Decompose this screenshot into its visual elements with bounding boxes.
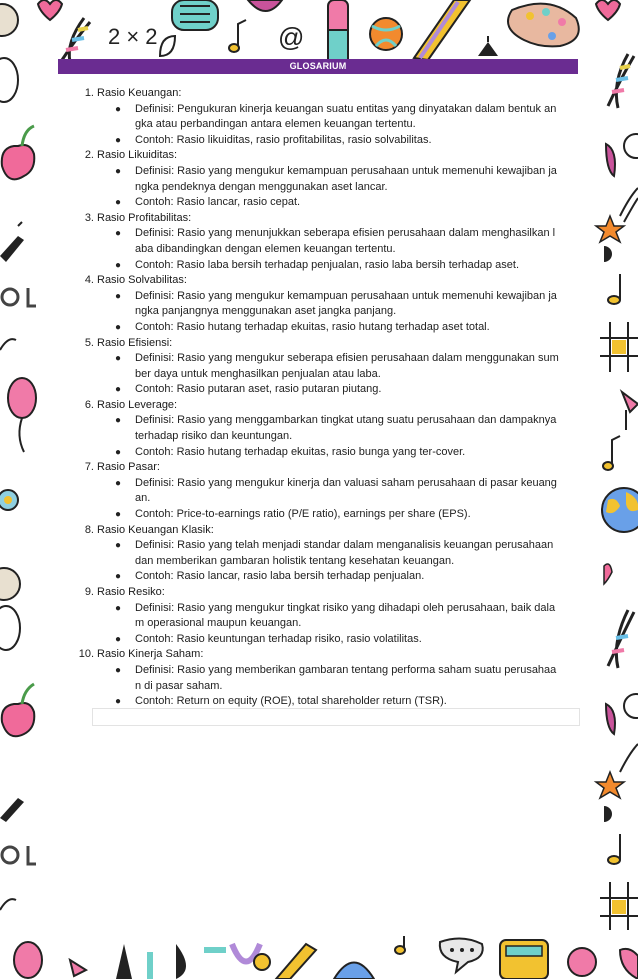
term-title: Rasio Leverage:: [97, 398, 178, 411]
heart-right-mid-icon: [604, 564, 612, 584]
apple-left-bottom-icon: [2, 684, 35, 736]
glossary-header: GLOSARIUM: [58, 59, 578, 74]
example-text: Contoh: Rasio keuntungan terhadap risiko, rasio volatilitas.: [135, 632, 422, 645]
balloon-left-icon: [8, 378, 36, 452]
definition-line: gka atau perbandingan antara elemen keuangan tertentu.: [135, 118, 416, 131]
example-text: Contoh: Rasio laba bersih terhadap penjualan, rasio laba bersih terhadap aset.: [135, 258, 520, 271]
term-details: [97, 538, 578, 585]
palette-icon: [508, 4, 579, 47]
term-item: [76, 585, 578, 647]
shape-right-icon: [606, 134, 638, 176]
marker-icon: [328, 0, 348, 60]
tictactoe-2-icon: [600, 882, 638, 930]
example-text: Contoh: Rasio hutang terhadap ekuitas, rasio hutang terhadap aset total.: [135, 320, 490, 333]
definition-line: terhadap risiko dan keuntungan.: [135, 430, 293, 443]
definition-item: ● Definisi: Rasio yang telah menjadi standar dalam menganalisis keuangan perusahaan dan memberikan gambaran holistik tentang kesehatan keuangan.: [115, 539, 554, 567]
definition-line: Definisi: Rasio yang mengukur kemampuan perusahaan untuk memenuhi kewajiban ja: [135, 164, 557, 177]
definition-item: ● Definisi: Rasio yang mengukur tingkat risiko yang dihadapi oleh perusahaan, baik dala m operasional maupun keuangan.: [115, 601, 556, 630]
cd-left-mid-icon: [0, 606, 20, 650]
term-item: [76, 647, 578, 709]
globe-bottom-icon: [334, 963, 374, 979]
term-details: [97, 102, 578, 149]
letters-bottom-doodle: [116, 944, 260, 979]
term-item: [76, 460, 578, 522]
definition-item: ● Definisi: Pengukuran kinerja keuangan suatu entitas yang dinyatakan dalam bentuk an gka atau perbandingan antara elemen keuangan tertentu.: [115, 102, 557, 131]
chat-bubble-icon: [440, 938, 483, 972]
definition-line: n di pasar saham.: [135, 679, 223, 692]
pin-icon: [478, 36, 498, 56]
glossary-content: [76, 86, 578, 710]
term-title: Rasio Efisiensi:: [97, 336, 173, 349]
example-item: ● Contoh: Rasio lancar, rasio cepat.: [115, 196, 301, 209]
term-title: Rasio Profitabilitas:: [97, 211, 192, 224]
term-details: [97, 289, 578, 336]
term-title: Rasio Resiko:: [97, 586, 165, 598]
math-doodle: 2 × 2: [108, 24, 158, 49]
dna-right-icon: [608, 54, 634, 108]
cd-icon: [0, 58, 18, 102]
shooting-star-icon: [596, 188, 638, 242]
note-bottom-icon: [395, 936, 405, 954]
term-title: Rasio Pasar:: [97, 461, 160, 474]
definition-line: Definisi: Rasio yang mengukur kemampuan perusahaan untuk memenuhi kewajiban ja: [135, 289, 557, 302]
example-text: Contoh: Rasio lancar, rasio laba bersih terhadap penjualan.: [135, 570, 425, 583]
definition-line: dan memberikan gambaran holistik tentang kesehatan keuangan.: [135, 554, 455, 567]
tictactoe-icon: [600, 322, 638, 372]
vase-icon: [160, 0, 218, 56]
example-item: ● Contoh: Rasio likuiditas, rasio profitabilitas, rasio solvabilitas.: [115, 133, 432, 146]
sun-bottom-icon: [254, 954, 270, 970]
curve-left-bottom-doodle: [0, 899, 16, 910]
term-details: [97, 164, 578, 211]
example-text: Contoh: Return on equity (ROE), total shareholder return (TSR).: [135, 695, 447, 708]
term-item: [76, 523, 578, 585]
definition-line: Definisi: Rasio yang menggambarkan tingkat utang suatu perusahaan dan dampaknya: [135, 414, 557, 427]
example-text: Contoh: Rasio lancar, rasio cepat.: [135, 196, 301, 209]
term-number: 5.: [84, 336, 94, 349]
term-item: [76, 148, 578, 210]
curve-left-doodle: [0, 339, 16, 350]
circle-left-mid-icon: [0, 568, 20, 600]
example-text: Contoh: Rasio putaran aset, rasio putaran piutang.: [135, 383, 382, 396]
term-title: Rasio Likuiditas:: [97, 149, 178, 162]
example-text: Contoh: Rasio likuiditas, rasio profitabilitas, rasio solvabilitas.: [135, 133, 432, 146]
shooting-star-2-icon: [596, 744, 638, 798]
definition-line: Definisi: Pengukuran kinerja keuangan suatu entitas yang dinyatakan dalam bentuk an: [135, 102, 557, 115]
example-item: ● Contoh: Rasio keuntungan terhadap risiko, rasio volatilitas.: [115, 632, 422, 645]
half-circle-right-2-icon: [604, 806, 612, 822]
example-item: ● Contoh: Price-to-earnings ratio (P/E ratio), earnings per share (EPS).: [115, 508, 471, 521]
definition-item: ● Definisi: Rasio yang mengukur kemampuan perusahaan untuk memenuhi kewajiban ja ngka panjangnya menggunakan aset jangka panjang.: [115, 289, 557, 318]
note-right-icon: [608, 274, 620, 304]
term-number: 3.: [84, 211, 94, 224]
dna-icon: [62, 18, 90, 62]
example-item: ● Contoh: Rasio hutang terhadap ekuitas, rasio bunga yang ter-cover.: [115, 445, 466, 458]
ball-icon: [370, 18, 402, 50]
calculator-icon: [500, 940, 548, 979]
term-title: Rasio Solvabilitas:: [97, 274, 187, 287]
terms-list: [76, 86, 578, 710]
term-details: [97, 351, 578, 398]
definition-line: aba dibandingkan dengan elemen keuangan tertentu.: [135, 242, 396, 255]
example-item: ● Contoh: Rasio putaran aset, rasio putaran piutang.: [115, 383, 382, 396]
brush-left-bottom-icon: [0, 798, 24, 822]
globe-icon: [602, 488, 638, 532]
definition-line: an.: [135, 492, 151, 505]
example-item: ● Contoh: Rasio lancar, rasio laba bersih terhadap penjualan.: [115, 570, 425, 583]
definition-line: Definisi: Rasio yang memberikan gambaran tentang performa saham suatu perusahaa: [135, 663, 557, 676]
term-title: Rasio Keuangan:: [97, 87, 182, 99]
pencil-icon: [414, 0, 470, 60]
term-number: 6.: [84, 398, 94, 411]
note-right-3-icon: [608, 834, 620, 864]
definition-line: Definisi: Rasio yang mengukur seberapa efisien perusahaan dalam menggunakan sum: [135, 352, 559, 365]
pushpin-bottom-icon: [70, 960, 86, 976]
definition-item: ● Definisi: Rasio yang mengukur kemampuan perusahaan untuk memenuhi kewajiban ja ngka pendeknya dengan menggunakan aset lancar.: [115, 164, 557, 193]
definition-line: ngka panjangnya menggunakan aset jangka panjang.: [135, 305, 397, 318]
term-item: [76, 273, 578, 335]
term-number: 8.: [84, 523, 94, 536]
example-text: Contoh: Price-to-earnings ratio (P/E ratio), earnings per share (EPS).: [135, 508, 471, 521]
definition-line: Definisi: Rasio yang mengukur kinerja dan valuasi saham perusahaan di pasar keuang: [135, 476, 557, 489]
flower-left-icon: [0, 490, 18, 510]
term-details: [97, 663, 578, 710]
definition-item: ● Definisi: Rasio yang menunjukkan seberapa efisien perusahaan dalam menghasilkan l aba dibandingkan dengan elemen keuangan tertentu.: [115, 227, 556, 255]
heart-icon: [38, 0, 62, 20]
apple-icon: [2, 126, 35, 179]
definition-item: ● Definisi: Rasio yang menggambarkan tingkat utang suatu perusahaan dan dampaknya terhadap risiko dan keuntungan.: [115, 414, 557, 443]
note-right-2-icon: [603, 436, 620, 470]
example-item: ● Contoh: Rasio hutang terhadap ekuitas, rasio hutang terhadap aset total.: [115, 320, 490, 333]
example-text: Contoh: Rasio hutang terhadap ekuitas, rasio bunga yang ter-cover.: [135, 445, 466, 458]
circle-left-top-icon: [0, 4, 18, 36]
definition-item: ● Definisi: Rasio yang mengukur kinerja dan valuasi saham perusahaan di pasar keuang an.: [115, 476, 557, 505]
definition-line: Definisi: Rasio yang mengukur tingkat risiko yang dihadapi oleh perusahaan, baik dala: [135, 601, 556, 614]
term-details: [97, 413, 578, 460]
term-number: 4.: [84, 274, 94, 287]
balloon-top-icon: [248, 0, 282, 11]
heart-right-icon: [596, 0, 620, 20]
term-number: 9.: [84, 586, 94, 598]
example-item: ● Contoh: Return on equity (ROE), total shareholder return (TSR).: [115, 695, 447, 708]
definition-line: Definisi: Rasio yang menunjukkan seberapa efisien perusahaan dalam menghasilkan l: [135, 227, 556, 240]
definition-item: ● Definisi: Rasio yang memberikan gambaran tentang performa saham suatu perusahaa n di pasar saham.: [115, 663, 557, 692]
term-number: 10.: [78, 648, 94, 661]
at-symbol-icon: @: [278, 22, 305, 52]
pencil-bottom-icon: [276, 944, 316, 979]
definition-line: ber daya untuk menghasilkan penjualan atau laba.: [135, 367, 381, 380]
term-item: [76, 398, 578, 460]
letters-left-doodle: [2, 288, 36, 306]
music-note-icon: [229, 20, 246, 52]
example-item: ● Contoh: Rasio laba bersih terhadap penjualan, rasio laba bersih terhadap aset.: [115, 258, 520, 271]
definition-item: ● Definisi: Rasio yang mengukur seberapa efisien perusahaan dalam menggunakan sum ber daya untuk menghasilkan penjualan atau laba.: [115, 352, 559, 380]
letters-left-bottom-doodle: [2, 846, 36, 864]
dna-right-2-icon: [608, 610, 634, 668]
definition-line: m operasional maupun keuangan.: [135, 617, 302, 630]
balloon-bottom-icon: [14, 942, 42, 978]
term-item: [76, 336, 578, 398]
coin-bottom-icon: [568, 948, 596, 976]
empty-text-box: [92, 708, 580, 726]
term-number: 1.: [84, 87, 94, 99]
term-item: [76, 86, 578, 148]
term-item: [76, 211, 578, 273]
half-circle-right-icon: [604, 246, 612, 262]
term-details: [97, 226, 578, 273]
pushpin-right-icon: [622, 392, 638, 430]
definition-line: Definisi: Rasio yang telah menjadi standar dalam menganalisis keuangan perusahaan: [135, 539, 554, 552]
brush-left-icon: [0, 222, 24, 262]
term-details: [97, 476, 578, 523]
definition-line: ngka pendeknya dengan menggunakan aset lancar.: [135, 180, 388, 193]
heart-bottom-right-icon: [620, 949, 638, 979]
term-title: Rasio Keuangan Klasik:: [97, 523, 214, 536]
term-number: 7.: [84, 461, 94, 474]
shape-right-2-icon: [606, 694, 638, 734]
term-title: Rasio Kinerja Saham:: [97, 648, 204, 661]
term-number: 2.: [84, 149, 94, 162]
term-details: [97, 601, 578, 648]
